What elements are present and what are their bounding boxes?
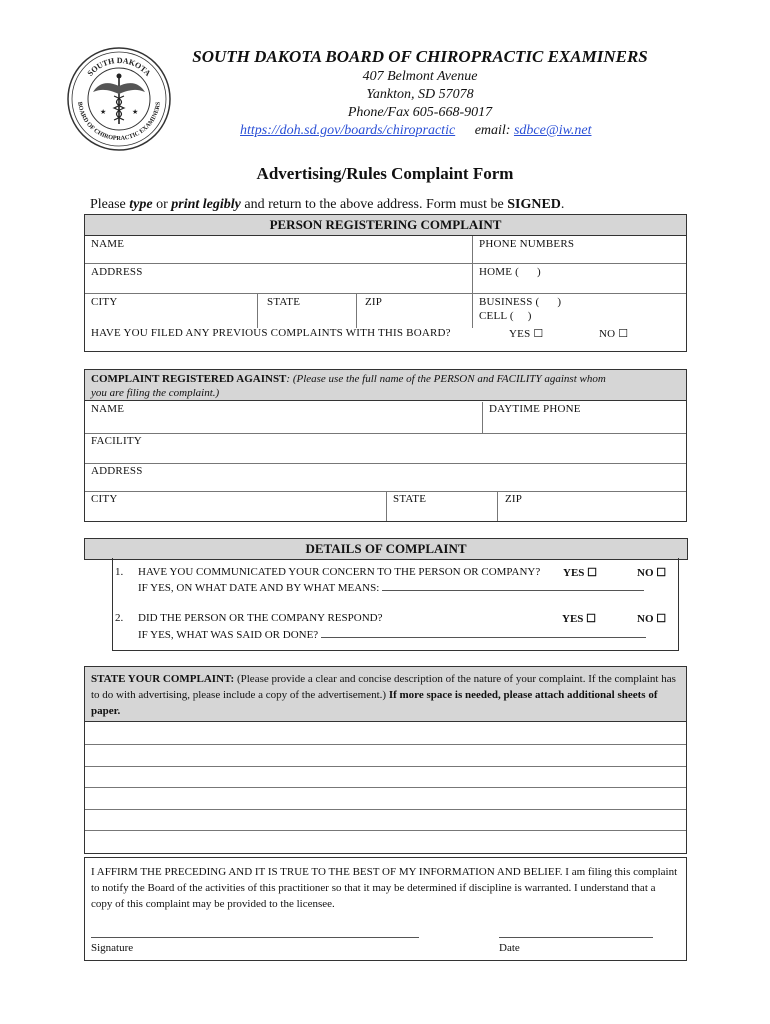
person-registering-section — [84, 214, 687, 352]
complaint-against-section — [84, 369, 687, 522]
board-title: SOUTH DAKOTA BOARD OF CHIROPRACTIC EXAMINERS — [192, 47, 648, 66]
home-phone-close: ) — [537, 266, 541, 278]
person-registering-header: PERSON REGISTERING COMPLAINT — [85, 215, 686, 236]
cell-phone-field[interactable] — [479, 310, 532, 322]
respondent-daytime-phone-field[interactable]: DAYTIME PHONE — [489, 403, 581, 415]
svg-text:★: ★ — [100, 108, 107, 116]
q2-yes-checkbox[interactable]: YES ☐ — [562, 613, 597, 625]
complainant-city-field[interactable]: CITY — [91, 296, 118, 308]
board-email-link[interactable]: sdbce@iw.net — [513, 123, 592, 138]
board-website-link[interactable]: https://doh.sd.gov/boards/chiropractic — [240, 123, 456, 138]
intro-signed: SIGNED — [507, 197, 561, 212]
cell-phone-label: CELL ( — [479, 310, 514, 322]
complainant-name-field[interactable]: NAME — [91, 238, 125, 250]
q2-followup[interactable] — [138, 627, 668, 641]
intro-text-2: or — [152, 197, 172, 212]
date-line[interactable] — [499, 937, 653, 938]
date-label: Date — [499, 942, 520, 954]
home-phone-field[interactable] — [479, 266, 541, 278]
affirmation-text: I AFFIRM THE PRECEDING AND IT IS TRUE TO THE BEST OF MY INFORMATION AND BELIEF. I am filing this complaint to notify the Board of the activities of this practitioner so that it may be determined if discipline is warranted. I understand that a copy of this complaint may be provided to the licensee. — [91, 866, 678, 910]
q1-no-checkbox[interactable]: NO ☐ — [637, 567, 667, 579]
q1-followup-label: IF YES, ON WHAT DATE AND BY WHAT MEANS: — [138, 582, 380, 594]
home-phone-label: HOME ( — [479, 266, 520, 278]
board-phone: Phone/Fax 605-668-9017 — [347, 105, 493, 120]
q1-text: HAVE YOU COMMUNICATED YOUR CONCERN TO THE PERSON OR COMPANY? — [138, 566, 541, 578]
complaint-text-area[interactable] — [85, 723, 686, 852]
details-header: DETAILS OF COMPLAINT — [84, 538, 688, 560]
complaint-against-title: COMPLAINT REGISTERED AGAINST — [91, 373, 287, 385]
intro-text-4: . — [560, 197, 565, 212]
complaint-against-note: : (Please use the full name of the PERSON and FACILITY against whom — [286, 373, 606, 385]
respondent-city-field[interactable]: CITY — [91, 493, 118, 505]
business-phone-close: ) — [557, 296, 562, 308]
form-instructions — [90, 197, 564, 213]
previous-complaints-no-checkbox[interactable]: NO ☐ — [599, 328, 629, 340]
respondent-name-field[interactable]: NAME — [91, 403, 125, 415]
business-phone-field[interactable] — [479, 296, 561, 308]
details-section — [112, 558, 679, 651]
q2-no-checkbox[interactable]: NO ☐ — [637, 613, 667, 625]
board-address-line2: Yankton, SD 57078 — [366, 87, 474, 102]
q1-number: 1. — [115, 566, 124, 578]
svg-text:BOARD OF CHIROPRACTIC EXAMINER: BOARD OF CHIROPRACTIC EXAMINERS — [76, 101, 162, 143]
complainant-address-field[interactable]: ADDRESS — [91, 266, 143, 278]
previous-complaints-yes-checkbox[interactable]: YES ☐ — [509, 328, 544, 340]
state-complaint-instructions — [85, 667, 686, 722]
complaint-against-note-2: you are filing the complaint.) — [91, 387, 220, 399]
previous-complaints-question: HAVE YOU FILED ANY PREVIOUS COMPLAINTS WITH THIS BOARD? — [91, 327, 451, 339]
phone-numbers-label: PHONE NUMBERS — [479, 238, 575, 250]
cell-phone-close: ) — [527, 310, 532, 322]
svg-text:SOUTH DAKOTA: SOUTH DAKOTA — [85, 55, 153, 78]
signature-label: Signature — [91, 942, 134, 954]
form-title: Advertising/Rules Complaint Form — [256, 164, 514, 183]
q1-followup[interactable] — [138, 580, 668, 594]
intro-text-3: and return to the above address. Form must be — [240, 197, 508, 212]
intro-text-1: Please — [90, 197, 130, 212]
email-label: email: — [474, 123, 511, 138]
business-phone-label: BUSINESS ( — [479, 296, 540, 308]
respondent-address-field[interactable]: ADDRESS — [91, 465, 143, 477]
intro-type: type — [129, 197, 153, 212]
state-complaint-label: STATE YOUR COMPLAINT: — [91, 673, 235, 685]
board-contact-line — [240, 123, 592, 139]
q2-text: DID THE PERSON OR THE COMPANY RESPOND? — [138, 612, 383, 624]
intro-print: print legibly — [171, 197, 241, 212]
affirmation-section — [84, 857, 687, 961]
state-complaint-text: (Please provide a clear and concise description of the nature of your complaint. If the complaint has to do with advertising, please include a copy of the advertisement.) — [91, 673, 676, 701]
respondent-facility-field[interactable]: FACILITY — [91, 435, 142, 447]
state-complaint-bold-text: If more space is needed, please attach additional sheets of paper. — [91, 689, 658, 717]
respondent-state-field[interactable]: STATE — [393, 493, 427, 505]
state-complaint-section — [84, 666, 687, 854]
q1-yes-checkbox[interactable]: YES ☐ — [563, 567, 598, 579]
signature-line[interactable] — [91, 937, 419, 938]
q2-followup-label: IF YES, WHAT WAS SAID OR DONE? — [138, 629, 319, 641]
board-address-line1: 407 Belmont Avenue — [362, 69, 478, 84]
complainant-state-field[interactable]: STATE — [267, 296, 301, 308]
complaint-against-header — [85, 370, 686, 401]
q2-number: 2. — [115, 612, 124, 624]
respondent-zip-field[interactable]: ZIP — [505, 493, 523, 505]
svg-text:★: ★ — [132, 108, 139, 116]
complainant-zip-field[interactable]: ZIP — [365, 296, 383, 308]
